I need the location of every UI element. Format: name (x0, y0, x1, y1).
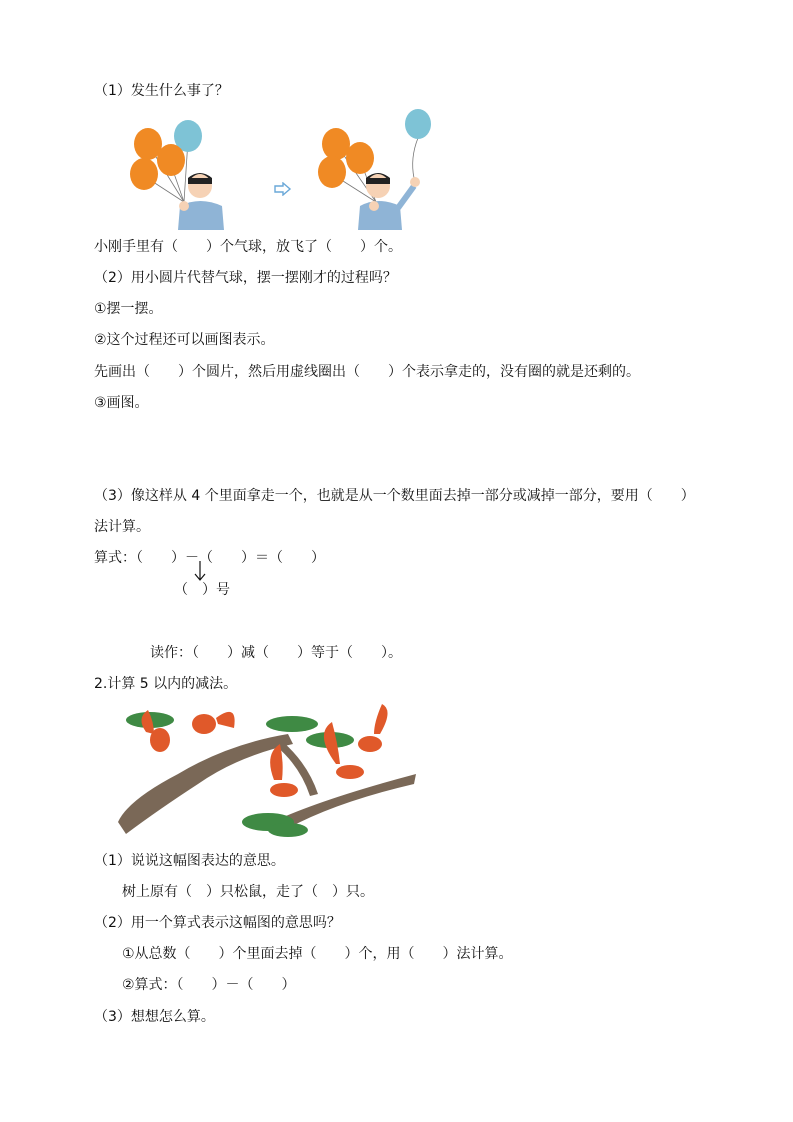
step-2: ②这个过程还可以画图表示。 (94, 332, 275, 348)
squirrels-image (118, 704, 416, 842)
draw-instructions: 先画出（ ）个圆片，然后用虚线圈出（ ）个表示拿走的，没有圈的就是还剩的。 (94, 364, 640, 380)
balloons-after-image (314, 108, 438, 230)
part-2-question-3: （3）想想怎么算。 (94, 1009, 215, 1025)
part-2-sub-2: ②算式：（ ）－（ ） (122, 977, 296, 993)
part-2-question-2: （2）用一个算式表示这幅图的意思吗？ (94, 915, 341, 931)
reading-blanks: 读作：（ ）减（ ）等于（ ）。 (150, 645, 402, 661)
part-2-question-1: （1）说说这幅图表达的意思。 (94, 853, 285, 869)
question-1-heading: （1）发生什么事了？ (94, 83, 229, 99)
question-3-line-2: 法计算。 (94, 519, 150, 535)
down-arrow-icon (192, 560, 208, 582)
part-2-sub-1: ①从总数（ ）个里面去掉（ ）个，用（ ）法计算。 (122, 946, 513, 962)
formula-blanks: 算式：（ ）－（ ）＝（ ） (94, 550, 325, 566)
step-3: ③画图。 (94, 395, 149, 411)
part-2-title: 2.计算 5 以内的减法。 (94, 676, 238, 692)
sign-name-blank: （ ）号 (174, 582, 230, 598)
step-1: ①摆一摆。 (94, 301, 163, 317)
balloons-before-image (126, 116, 226, 230)
tree-squirrel-blanks: 树上原有（ ）只松鼠，走了（ ）只。 (122, 884, 374, 900)
right-arrow-icon (274, 182, 292, 196)
question-2-heading: （2）用小圆片代替气球，摆一摆刚才的过程吗？ (94, 270, 397, 286)
question-3-line-1: （3）像这样从 4 个里面拿走一个，也就是从一个数里面去掉一部分或减掉一部分，要用（ ） (94, 488, 695, 504)
balloon-count-blanks: 小刚手里有（ ）个气球，放飞了（ ）个。 (94, 239, 402, 255)
